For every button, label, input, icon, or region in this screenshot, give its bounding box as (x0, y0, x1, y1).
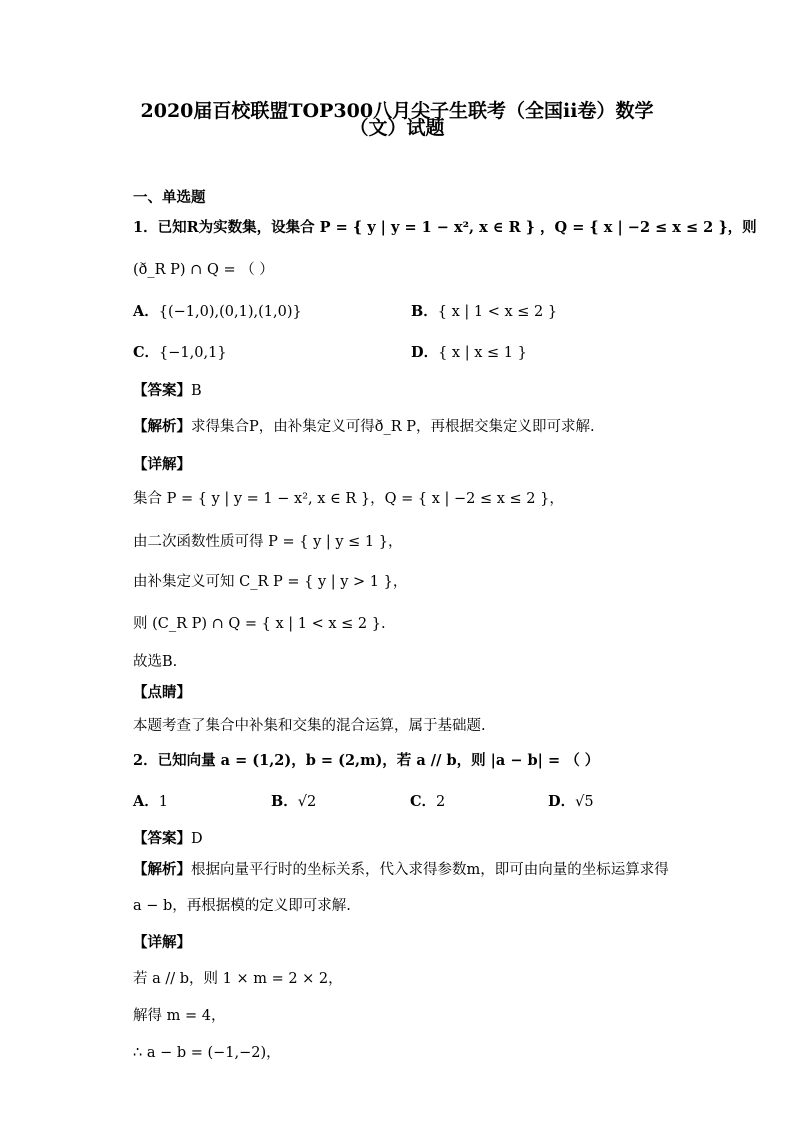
q1-detail-line1: 集合 P = { y | y = 1 − x², x ∈ R }，Q = { x | −2 ≤ x ≤ 2 }， (133, 491, 564, 507)
option-text: 1 (158, 794, 168, 810)
q2-answer (133, 827, 203, 848)
q1-detail-line2: 由二次函数性质可得 P = { y | y ≤ 1 }， (133, 534, 403, 550)
analysis-text: 求得集合P，由补集定义可得ð_R P，再根据交集定义即可求解. (191, 419, 595, 435)
option-letter: D． (411, 344, 439, 361)
q1-detail-line4: 则 (C_R P) ∩ Q = { x | 1 < x ≤ 2 }. (133, 616, 386, 632)
q1-answer (133, 379, 202, 400)
section-heading: 一、单选题 (133, 189, 206, 206)
option-text: {−1,0,1} (159, 345, 227, 361)
q1-detail-line5: 故选B. (133, 654, 178, 670)
option-letter: A． (133, 303, 159, 320)
q1-comment-tag: 【点睛】 (133, 684, 191, 701)
q1-stem-line2: (ð_R P) ∩ Q = （ ） (133, 262, 274, 278)
option-letter: B． (271, 793, 298, 810)
q2-analysis-line2: a − b，再根据模的定义即可求解. (133, 898, 351, 914)
title-line2-text: （文）试题 (349, 117, 445, 139)
analysis-tag: 【解析】 (133, 861, 191, 878)
q2-option-d (548, 790, 594, 811)
q1-stem-line1: 1．已知R为实数集，设集合 P = { y | y = 1 − x², x ∈ R } ，Q = { x | −2 ≤ x ≤ 2 }，则 (133, 219, 757, 236)
option-text: √2 (297, 794, 317, 810)
q1-comment: 本题考查了集合中补集和交集的混合运算，属于基础题. (133, 718, 486, 734)
option-text: √5 (575, 794, 594, 810)
q1-analysis (133, 415, 595, 436)
q1-option-b (411, 300, 557, 321)
answer-tag: 【答案】 (133, 382, 191, 399)
q1-option-d (411, 341, 527, 362)
option-text: { x | 1 < x ≤ 2 } (437, 304, 558, 320)
option-letter: C． (133, 344, 160, 361)
option-letter: A． (133, 793, 159, 810)
q1-option-c (133, 341, 227, 362)
option-text: {(−1,0),(0,1),(1,0)} (158, 304, 302, 320)
q2-stem: 2．已知向量 a = (1,2)，b = (2,m)，若 a // b，则 |a − b| = （ ） (133, 752, 600, 769)
q2-detail-line3: ∴ a − b = (−1,−2)， (133, 1045, 281, 1061)
option-text: { x | x ≤ 1 } (438, 345, 527, 361)
analysis-tag: 【解析】 (133, 418, 191, 435)
q2-option-b (271, 790, 316, 811)
analysis-text: 根据向量平行时的坐标关系，代入求得参数m，即可由向量的坐标运算求得 (191, 862, 669, 878)
q1-option-a (133, 300, 302, 321)
answer-value: B (191, 383, 202, 399)
answer-tag: 【答案】 (133, 830, 191, 847)
q2-detail-tag: 【详解】 (133, 934, 191, 951)
q2-detail-line2: 解得 m = 4， (133, 1008, 226, 1024)
option-text: 2 (436, 794, 446, 810)
q2-option-a (133, 790, 168, 811)
document-title-line1: 2020届百校联盟TOP300八月尖子生联考（全国ii卷）数学 (140, 100, 654, 122)
q1-detail-tag: 【详解】 (133, 456, 191, 473)
option-letter: D． (548, 793, 576, 810)
answer-value: D (191, 831, 203, 847)
q2-detail-line1: 若 a // b，则 1 × m = 2 × 2， (133, 971, 343, 987)
q1-detail-line3: 由补集定义可知 C_R P = { y | y > 1 }， (133, 574, 408, 590)
q2-option-c (410, 790, 445, 811)
option-letter: B． (411, 303, 438, 320)
q2-analysis-line1 (133, 858, 669, 879)
document-title-line2 (0, 113, 794, 140)
option-letter: C． (410, 793, 437, 810)
